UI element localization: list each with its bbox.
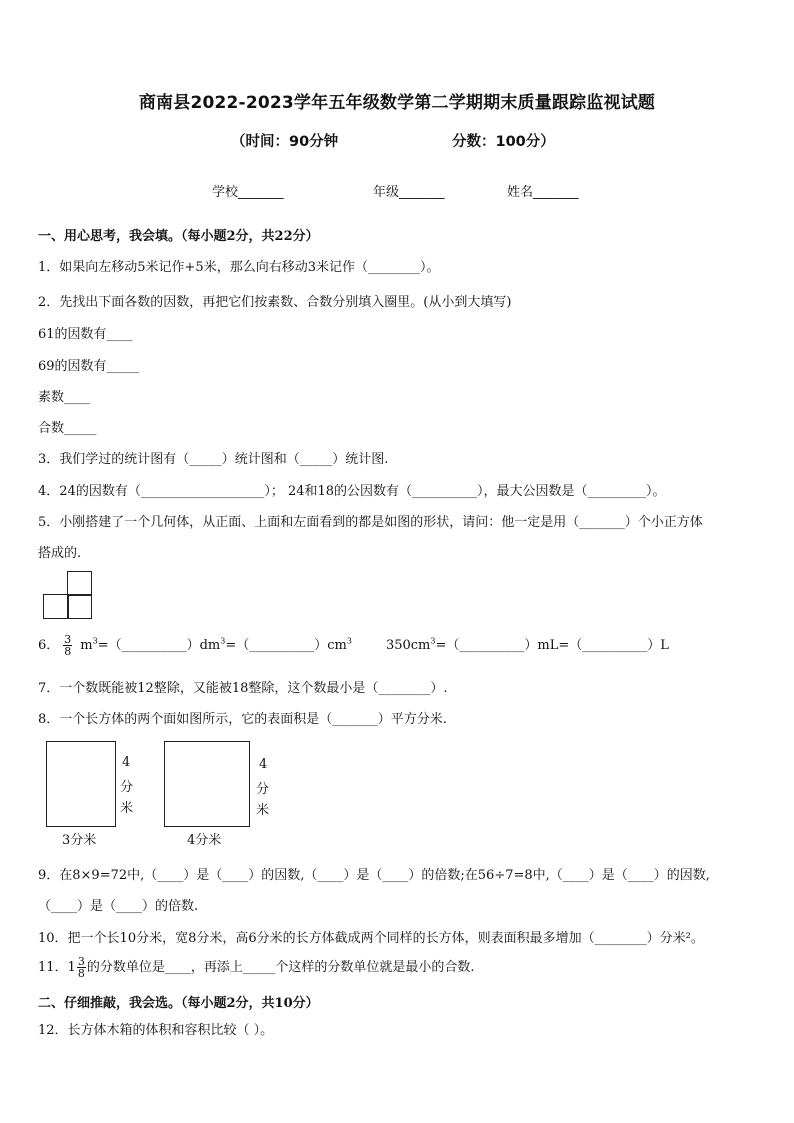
cube-figure-bottom-right bbox=[67, 594, 92, 619]
q6-fraction-num: 3 bbox=[64, 633, 72, 646]
cube-figure-top bbox=[67, 571, 92, 596]
rect-left-height-3: 米 bbox=[120, 801, 134, 816]
question-5-line1: 5．小刚搭建了一个几何体，从正面、上面和左面看到的都是如图的形状，请问：他一定是用（_______）个小正方体 bbox=[38, 515, 703, 530]
q11-prefix: 11．1 bbox=[38, 960, 76, 975]
q6-sup: 3 bbox=[430, 636, 436, 646]
rect-left-height-2: 分 bbox=[120, 780, 134, 795]
rect-right-height-1: 4 bbox=[259, 757, 268, 772]
question-9-line2: （____）是（____）的倍数. bbox=[38, 899, 199, 914]
rect-left-width: 3分米 bbox=[62, 833, 97, 848]
name-field: 姓名_______ bbox=[507, 185, 579, 200]
school-field: 学校_______ bbox=[212, 185, 284, 200]
question-1: 1．如果向左移动5米记作+5米，那么向右移动3米记作（________）。 bbox=[38, 260, 440, 275]
q6-sup: 3 bbox=[92, 636, 98, 646]
question-4: 4．24的因数有（___________________）； 24和18的公因数有（__________），最大公因数是（_________）。 bbox=[38, 484, 666, 499]
question-10: 10．把一个长10分米，宽8分米，高6分米的长方体截成两个同样的长方体，则表面积最多增加（________）分米²。 bbox=[38, 931, 704, 946]
section2-title: 二、仔细推敲，我会选。（每小题2分，共10分） bbox=[38, 996, 319, 1011]
q6-unit-m: m bbox=[80, 638, 93, 653]
exam-score: 分数：100分） bbox=[452, 134, 555, 150]
q6-sup: 3 bbox=[220, 636, 226, 646]
q11-fraction-num: 3 bbox=[77, 955, 85, 968]
section1-title: 一、用心思考，我会填。（每小题2分，共22分） bbox=[38, 229, 319, 244]
q6-sup: 3 bbox=[346, 636, 352, 646]
q6-part-c: 350cm bbox=[385, 638, 431, 653]
q6-fraction-den: 8 bbox=[64, 645, 72, 658]
rect-right bbox=[164, 741, 250, 827]
question-5-line2: 搭成的. bbox=[38, 546, 82, 561]
page-title: 商南县2022-2023学年五年级数学第二学期期末质量跟踪监视试题 bbox=[138, 93, 656, 113]
rect-left-height-1: 4 bbox=[122, 755, 131, 770]
question-7: 7．一个数既能被12整除，又能被18整除，这个数最小是（________）. bbox=[38, 681, 448, 696]
exam-time: （时间：90分钟 bbox=[231, 134, 339, 150]
question-2: 2．先找出下面各数的因数，再把它们按素数、合数分别填入圈里。(从小到大填写) bbox=[38, 295, 512, 310]
question-8: 8．一个长方体的两个面如图所示，它的表面积是（_______）平方分米. bbox=[38, 712, 447, 727]
question-2a: 61的因数有____ bbox=[38, 327, 133, 342]
rect-right-height-2: 分 bbox=[256, 782, 270, 797]
rect-right-width: 4分米 bbox=[187, 833, 222, 848]
grade-field: 年级_______ bbox=[373, 185, 445, 200]
q6-part-b: =（__________）cm bbox=[225, 638, 347, 653]
q6-fraction bbox=[63, 634, 72, 657]
q11-fraction-den: 8 bbox=[77, 967, 85, 980]
question-3: 3．我们学过的统计图有（_____）统计图和（_____）统计图. bbox=[38, 452, 389, 467]
q11-fraction bbox=[77, 956, 86, 979]
q6-part-d: =（__________）mL=（__________）L bbox=[435, 638, 669, 653]
question-12: 12．长方体木箱的体积和容积比较（ ）。 bbox=[38, 1023, 274, 1038]
q6-part-a: =（__________）dm bbox=[97, 638, 221, 653]
question-2c: 素数____ bbox=[38, 390, 91, 405]
question-2b: 69的因数有_____ bbox=[38, 359, 140, 374]
question-11 bbox=[38, 956, 474, 979]
question-2d: 合数_____ bbox=[38, 421, 97, 436]
rect-left bbox=[46, 741, 116, 827]
q6-prefix: 6． bbox=[38, 638, 60, 653]
q11-rest: 的分数单位是____，再添上_____个这样的分数单位就是最小的合数. bbox=[86, 960, 475, 975]
cube-figure-bottom-left bbox=[43, 594, 69, 619]
question-9-line1: 9．在8×9=72中,（____）是（____）的因数,（____）是（____）的倍数;在56÷7=8中,（____）是（____）的因数, bbox=[38, 868, 710, 883]
question-6 bbox=[38, 634, 669, 657]
rect-right-height-3: 米 bbox=[256, 803, 270, 818]
